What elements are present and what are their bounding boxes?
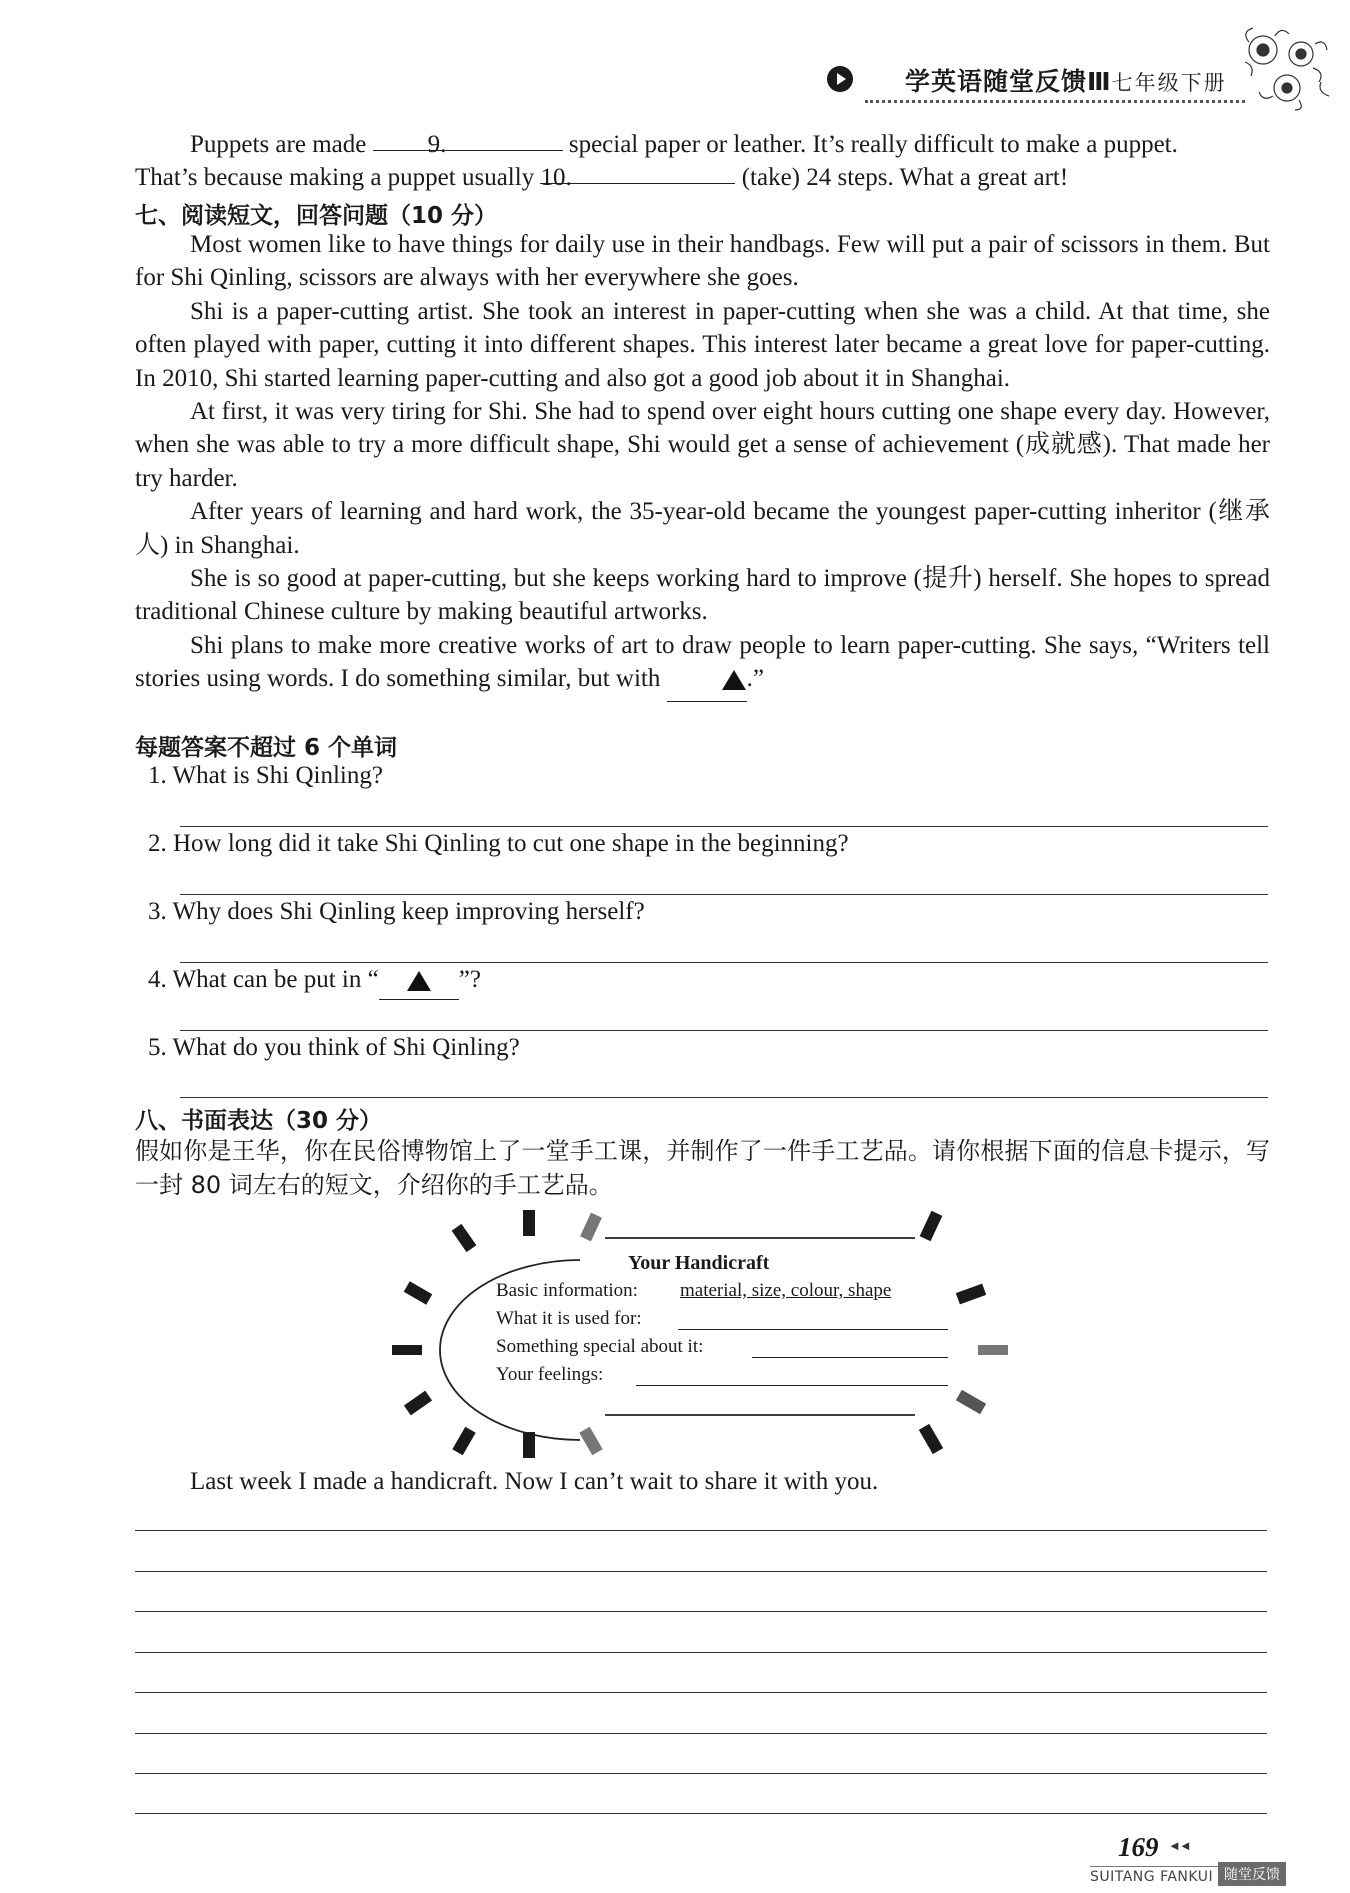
passage-paragraph: After years of learning and hard work, the 35-year-old became the youngest paper-cutting inheritor (继承人) in Shanghai.: [135, 498, 1270, 559]
blank-9[interactable]: 9.: [373, 128, 563, 151]
card-feelings-label: Your feelings:: [496, 1364, 604, 1385]
triangle-icon: [722, 670, 746, 690]
card-special-line[interactable]: [752, 1357, 948, 1358]
card-basic-value: material, size, colour, shape: [680, 1280, 892, 1301]
triangle-blank: [379, 969, 459, 1000]
writing-line[interactable]: [135, 1652, 1267, 1653]
passage-paragraph: Most women like to have things for daily use in their handbags. Few will put a pair of scissors in them. But for Shi Qinling, scissors are always with her everywhere she goes.: [135, 231, 1270, 292]
card-basic-label: Basic information:: [496, 1280, 638, 1301]
section-7-heading: 七、阅读短文，回答问题（10 分）: [135, 203, 498, 229]
double-arrow-icon: ◄◄: [1168, 1838, 1190, 1853]
card-special-label: Something special about it:: [496, 1336, 704, 1357]
triangle-icon: [407, 971, 431, 991]
answer-instruction: 每题答案不超过 6 个单词: [135, 735, 398, 761]
footer-brand-en: SUITANG FANKUI: [1090, 1869, 1214, 1885]
section-8-heading: 八、书面表达（30 分）: [135, 1108, 383, 1134]
answer-line-4[interactable]: [180, 1030, 1268, 1031]
footer-brand-badge: 随堂反馈: [1218, 1862, 1286, 1886]
writing-line[interactable]: [135, 1692, 1267, 1693]
triangle-blank: [667, 665, 747, 701]
question-4: 4. What can be put in “ ”?: [148, 966, 481, 1000]
answer-line-5[interactable]: [180, 1097, 1268, 1098]
answer-line-2[interactable]: [180, 894, 1268, 895]
card-title: Your Handicraft: [628, 1252, 770, 1274]
writing-task: 假如你是王华，你在民俗博物馆上了一堂手工课，并制作了一件手工艺品。请你根据下面的信息卡提示，写一封 80 词左右的短文，介绍你的手工艺品。: [135, 1137, 1270, 1199]
page-number: 169: [1118, 1832, 1159, 1862]
writing-line[interactable]: [135, 1733, 1267, 1734]
blank-10[interactable]: 10.: [540, 161, 735, 184]
passage-paragraph-last: Shi plans to make more creative works of art to draw people to learn paper-cutting. She says, “Writers tell stories using words. I do something similar, but with .”: [135, 629, 1270, 702]
play-icon: [827, 66, 853, 92]
writing-line[interactable]: [135, 1813, 1267, 1814]
passage-paragraph: At first, it was very tiring for Shi. She had to spend over eight hours cutting one shape every day. However, when she was able to try a more difficult shape, Shi would get a sense of achievement (成就感). That made her try harder.: [135, 398, 1270, 492]
header-dotted-rule: [865, 100, 1245, 103]
passage-paragraph: Shi is a paper-cutting artist. She took an interest in paper-cutting when she was a child. At that time, she often played with paper, cutting it into different shapes. This interest later became a great love for paper-cutting. In 2010, Shi started learning paper-cutting and also got a good job about it in Shanghai.: [135, 297, 1270, 392]
card-feelings-line[interactable]: [636, 1385, 948, 1386]
reading-passage: [135, 228, 1270, 702]
intro-passage: Puppets are made 9. special paper or leather. It’s really difficult to make a puppet. That’s because making a puppet usually 10. (take) 24 steps. What a great art!: [135, 128, 1270, 195]
writing-line[interactable]: [135, 1611, 1267, 1612]
writing-line[interactable]: [135, 1773, 1267, 1774]
card-used-label: What it is used for:: [496, 1308, 642, 1329]
card-used-line[interactable]: [678, 1329, 948, 1330]
header-title: 学英语随堂反馈Ⅲ七年级下册: [905, 67, 1227, 96]
sun-card-decoration: [380, 1200, 1020, 1460]
answer-line-3[interactable]: [180, 962, 1268, 963]
question-2: 2. How long did it take Shi Qinling to cut one shape in the beginning?: [148, 830, 849, 857]
flower-decoration-icon: [1235, 22, 1335, 112]
passage-paragraph: She is so good at paper-cutting, but she keeps working hard to improve (提升) herself. She hopes to spread traditional Chinese culture by making beautiful artworks.: [135, 565, 1270, 626]
question-5: 5. What do you think of Shi Qinling?: [148, 1034, 520, 1061]
answer-line-1[interactable]: [180, 826, 1268, 827]
writing-line[interactable]: [135, 1530, 1267, 1531]
writing-starter-sentence: Last week I made a handicraft. Now I can’t wait to share it with you.: [190, 1468, 879, 1495]
question-1: 1. What is Shi Qinling?: [148, 762, 383, 789]
writing-line[interactable]: [135, 1571, 1267, 1572]
page-header: [820, 58, 1260, 108]
question-3: 3. Why does Shi Qinling keep improving herself?: [148, 898, 645, 925]
